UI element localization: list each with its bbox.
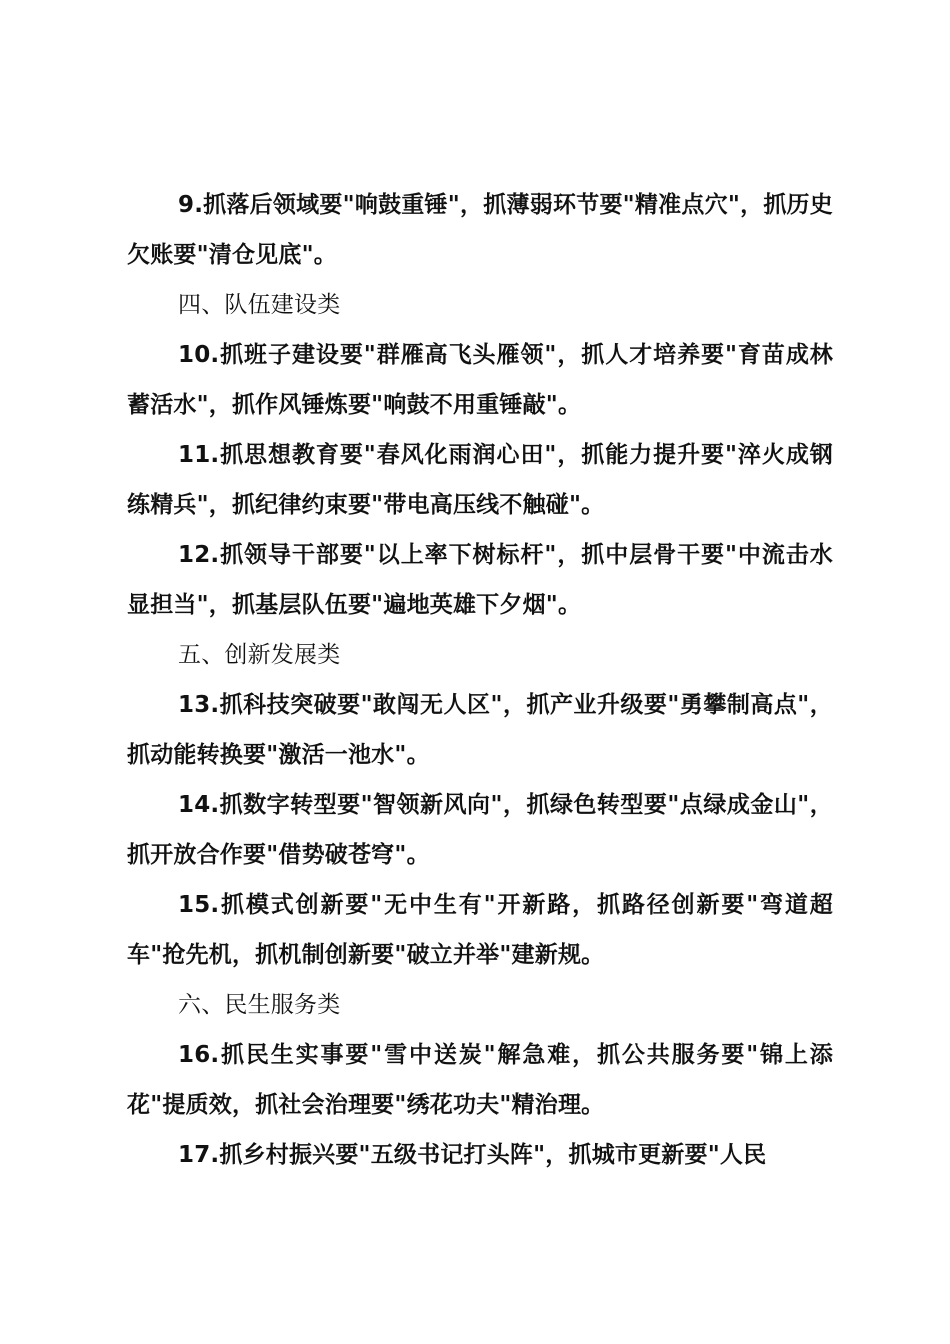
- list-item: 11.抓思想教育要"春风化雨润心田"，抓能力提升要"淬火成钢练精兵"，抓纪律约束要"带电高压线不触碰"。: [127, 442, 833, 518]
- list-item: 16.抓民生实事要"雪中送炭"解急难，抓公共服务要"锦上添花"提质效，抓社会治理要"绣花功夫"精治理。: [127, 1042, 833, 1118]
- list-item: 15.抓模式创新要"无中生有"开新路，抓路径创新要"弯道超车"抢先机，抓机制创新要"破立并举"建新规。: [127, 892, 833, 968]
- list-item: 10.抓班子建设要"群雁高飞头雁领"，抓人才培养要"育苗成林蓄活水"，抓作风锤炼要"响鼓不用重锤敲"。: [127, 342, 833, 418]
- list-item: 9.抓落后领域要"响鼓重锤"，抓薄弱环节要"精准点穴"，抓历史欠账要"清仓见底"。: [127, 192, 833, 268]
- section-heading: 四、队伍建设类: [178, 292, 341, 318]
- section-heading: 五、创新发展类: [178, 642, 341, 668]
- list-item: 12.抓领导干部要"以上率下树标杆"，抓中层骨干要"中流击水显担当"，抓基层队伍要"遍地英雄下夕烟"。: [127, 542, 833, 618]
- list-item: 14.抓数字转型要"智领新风向"，抓绿色转型要"点绿成金山"，抓开放合作要"借势破苍穹"。: [127, 792, 833, 868]
- list-item: 17.抓乡村振兴要"五级书记打头阵"，抓城市更新要"人民: [178, 1142, 767, 1168]
- section-heading: 六、民生服务类: [178, 992, 341, 1018]
- list-item: 13.抓科技突破要"敢闯无人区"，抓产业升级要"勇攀制高点"，抓动能转换要"激活一池水"。: [127, 692, 833, 768]
- document-body: [127, 180, 833, 1180]
